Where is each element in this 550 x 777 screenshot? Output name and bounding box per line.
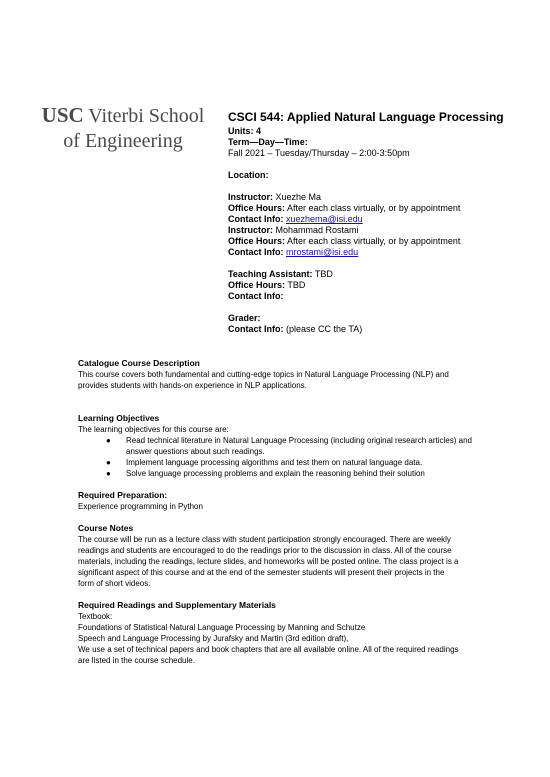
- section-title: Learning Objectives: [78, 413, 160, 423]
- list-item-line: Solve language processing problems and explain the reasoning behind their solution: [126, 469, 425, 478]
- contact2-label: Contact Info:: [228, 247, 284, 257]
- ta-name: TBD: [312, 269, 333, 279]
- section-title: Required Preparation:: [78, 490, 168, 500]
- term-value: Fall 2021 – Tuesday/Thursday – 2:00-3:50pm: [228, 148, 410, 158]
- paragraph-line: Experience programming in Python: [78, 502, 203, 511]
- paragraph-line: We use a set of technical papers and book chapters that are all available online. All of the required readings: [78, 645, 459, 654]
- contact1-label: Contact Info:: [228, 214, 284, 224]
- course-title: CSCI 544: Applied Natural Language Processing: [228, 110, 504, 124]
- office-hours1-label: Office Hours:: [228, 203, 286, 213]
- section-title: Catalogue Course Description: [78, 358, 200, 368]
- paragraph-line: This course covers both fundamental and cutting-edge topics in Natural Language Processing (NLP) and: [78, 370, 449, 379]
- instructor2-label: Instructor:: [228, 225, 273, 235]
- units-label: Units: 4: [228, 126, 262, 136]
- office-hours2-label: Office Hours:: [228, 236, 286, 246]
- ta-contact-label: Contact Info:: [228, 291, 284, 301]
- logo-viterbi-school: Viterbi School: [83, 105, 205, 127]
- grader-label: Grader:: [228, 313, 261, 323]
- logo-line-1: [38, 103, 208, 129]
- list-item-line: answer questions about such readings.: [126, 447, 265, 456]
- notes-section: [78, 523, 478, 589]
- objectives-section: [78, 413, 478, 479]
- instructor1-email-link[interactable]: xuezhema@isi.edu: [286, 214, 363, 224]
- paragraph-line: form of short videos.: [78, 579, 151, 588]
- list-item: [106, 435, 478, 457]
- syllabus-body: [78, 358, 478, 666]
- readings-section: [78, 600, 478, 666]
- list-item: [106, 457, 478, 468]
- logo-line-2: of Engineering: [63, 130, 183, 152]
- paragraph-line: Foundations of Statistical Natural Language Processing by Manning and Schutze: [78, 623, 366, 632]
- ta-office-hours: TBD: [285, 280, 306, 290]
- section-title: Required Readings and Supplementary Materials: [78, 600, 276, 610]
- bullet-icon: ●: [106, 458, 111, 467]
- paragraph-line: Textbook:: [78, 612, 113, 621]
- term-label: Term—Day—Time:: [228, 137, 308, 147]
- paragraph-line: provides students with hands-on experience in NLP applications.: [78, 381, 307, 390]
- list-item: [106, 468, 478, 479]
- paragraph-line: The course will be run as a lecture class with student participation strongly encouraged. There are weekly: [78, 535, 451, 544]
- paragraph-line: Speech and Language Processing by Jurafsky and Martin (3rd edition draft),: [78, 634, 349, 643]
- paragraph-line: The learning objectives for this course are:: [78, 425, 229, 434]
- usc-viterbi-logo: [38, 103, 208, 154]
- catalogue-section: [78, 358, 478, 391]
- location-label: Location:: [228, 170, 269, 180]
- bullet-icon: ●: [106, 436, 111, 445]
- paragraph-line: materials, including the readings, lecture slides, and homeworks will be posted online. The class project is a: [78, 557, 459, 566]
- grader-contact: (please CC the TA): [283, 324, 363, 334]
- paragraph-line: are listed in the course schedule.: [78, 656, 195, 665]
- paragraph-line: readings and students are encouraged to do the readings prior to the discussion in class. All of the course: [78, 546, 452, 555]
- paragraph-line: significant aspect of this course and at the end of the semester students will present their projects in the: [78, 568, 445, 577]
- ta-office-hours-label: Office Hours:: [228, 280, 286, 290]
- instructor1-name: Xuezhe Ma: [273, 192, 322, 202]
- grader-contact-label: Contact Info:: [228, 324, 284, 334]
- ta-label: Teaching Assistant:: [228, 269, 313, 279]
- office-hours1-value: After each class virtually, or by appointment: [285, 203, 461, 213]
- section-title: Course Notes: [78, 523, 134, 533]
- course-header: [228, 110, 528, 335]
- list-item-line: Read technical literature in Natural Language Processing (including original research articles) and: [126, 436, 472, 445]
- instructor1-label: Instructor:: [228, 192, 273, 202]
- instructor2-email-link[interactable]: mrostami@isi.edu: [286, 247, 359, 257]
- bullet-icon: ●: [106, 469, 111, 478]
- instructor2-name: Mohammad Rostami: [273, 225, 359, 235]
- objectives-list: [78, 435, 478, 479]
- preparation-section: [78, 490, 478, 512]
- logo-usc: USC: [41, 103, 84, 127]
- office-hours2-value: After each class virtually, or by appointment: [285, 236, 461, 246]
- list-item-line: Implement language processing algorithms and test them on natural language data.: [126, 458, 423, 467]
